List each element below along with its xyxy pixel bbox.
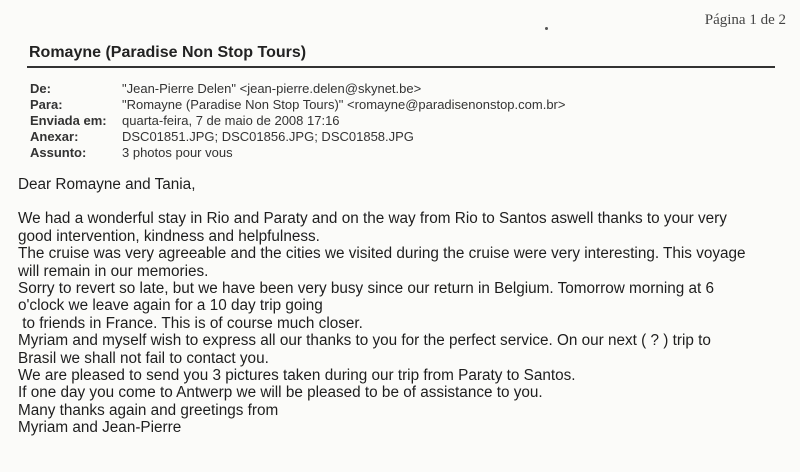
email-subject-header: Romayne (Paradise Non Stop Tours) (29, 44, 307, 61)
header-row-sent (30, 113, 565, 129)
body-line: If one day you come to Antwerp we will be pleased to be of assistance to you. (18, 384, 543, 402)
header-divider (27, 66, 775, 68)
scan-speck (545, 27, 548, 30)
sent-value: quarta-feira, 7 de maio de 2008 17:16 (122, 113, 340, 128)
body-line: Many thanks again and greetings from (18, 401, 279, 419)
header-row-from (30, 81, 565, 97)
email-header-fields (30, 81, 565, 161)
body-line: good intervention, kindness and helpfulness. (18, 227, 320, 245)
body-line: Brasil we shall not fail to contact you. (18, 349, 269, 367)
body-line: The cruise was very agreeable and the cities we visited during the cruise were very interesting. This voyage (18, 245, 746, 263)
from-value: "Jean-Pierre Delen" <jean-pierre.delen@skynet.be> (122, 81, 422, 96)
from-label: De: (30, 81, 51, 96)
attachments-label: Anexar: (30, 129, 79, 144)
body-line: will remain in our memories. (18, 262, 209, 280)
body-line: Myriam and myself wish to express all our thanks to you for the perfect service. On our next ( ? ) trip to (18, 332, 711, 350)
subject-label: Assunto: (30, 145, 87, 160)
to-value: "Romayne (Paradise Non Stop Tours)" <romayne@paradisenonstop.com.br> (122, 97, 566, 112)
body-line: o'clock we leave again for a 10 day trip going (18, 297, 323, 315)
body-line: We had a wonderful stay in Rio and Paraty and on the way from Rio to Santos aswell thanks to your very (18, 210, 727, 228)
header-row-attachments (30, 129, 565, 145)
sent-label: Enviada em: (30, 113, 107, 128)
signature-line: Myriam and Jean-Pierre (18, 419, 182, 437)
to-label: Para: (30, 97, 63, 112)
paragraph-gap (18, 193, 788, 210)
email-body (18, 176, 788, 437)
greeting: Dear Romayne and Tania, (18, 176, 196, 193)
header-row-subject (30, 145, 565, 161)
body-line: Sorry to revert so late, but we have been very busy since our return in Belgium. Tomorrow morning at 6 (18, 280, 715, 298)
body-line: to friends in France. This is of course much closer. (18, 314, 363, 332)
header-row-to (30, 97, 565, 113)
body-line: We are pleased to send you 3 pictures taken during our trip from Paraty to Santos. (18, 367, 576, 385)
page-number: Página 1 de 2 (704, 12, 786, 28)
subject-value: 3 photos pour vous (122, 145, 233, 160)
attachments-value: DSC01851.JPG; DSC01856.JPG; DSC01858.JPG (122, 129, 414, 144)
